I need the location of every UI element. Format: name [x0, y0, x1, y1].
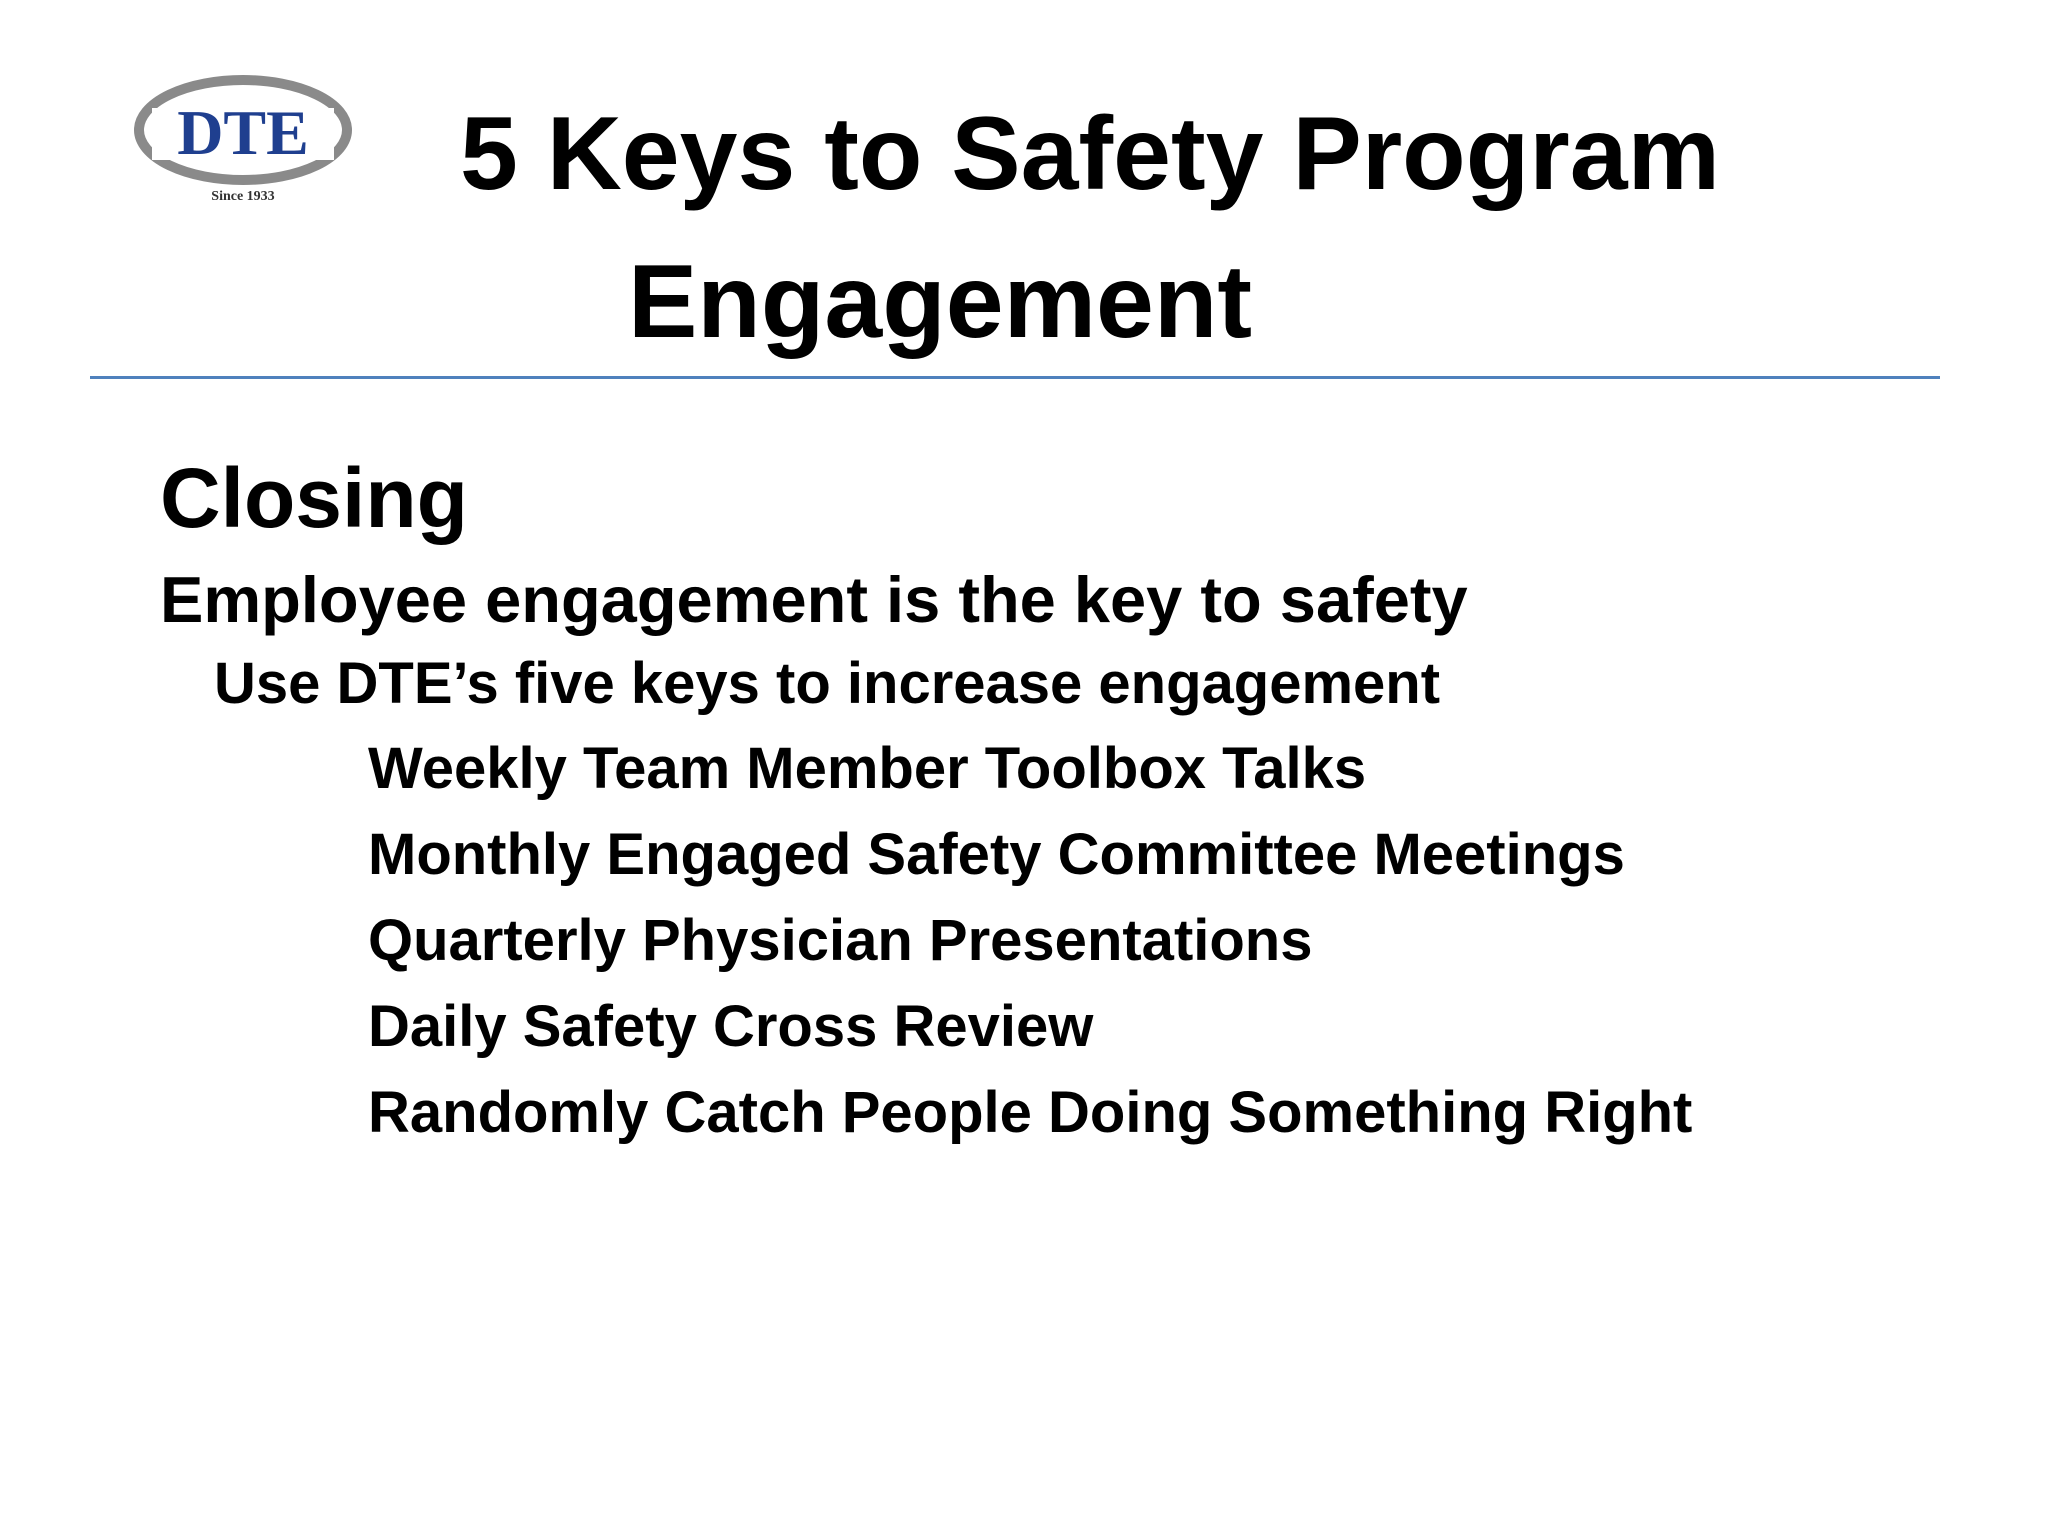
key-item-physician-presentations: Quarterly Physician Presentations — [368, 908, 1313, 973]
slide-title — [300, 80, 1860, 376]
title-line-2: Engagement — [627, 244, 1253, 360]
key-item-toolbox-talks: Weekly Team Member Toolbox Talks — [368, 736, 1367, 801]
key-item-committee-meetings: Monthly Engaged Safety Committee Meetings — [368, 822, 1625, 887]
section-heading: Closing — [160, 451, 468, 545]
bullet-level-1: Employee engagement is the key to safety — [160, 563, 1468, 636]
bullet-level-2: Use DTE’s five keys to increase engagement — [214, 651, 1441, 716]
slide-body — [160, 448, 1960, 1156]
logo-tagline: Since 1933 — [211, 189, 275, 204]
title-line-1: 5 Keys to Safety Program — [459, 96, 1721, 212]
logo-text: DTE — [177, 97, 309, 168]
title-divider — [90, 376, 1940, 379]
key-item-safety-cross-review: Daily Safety Cross Review — [368, 994, 1094, 1059]
key-item-catch-people: Randomly Catch People Doing Something Right — [368, 1080, 1693, 1145]
